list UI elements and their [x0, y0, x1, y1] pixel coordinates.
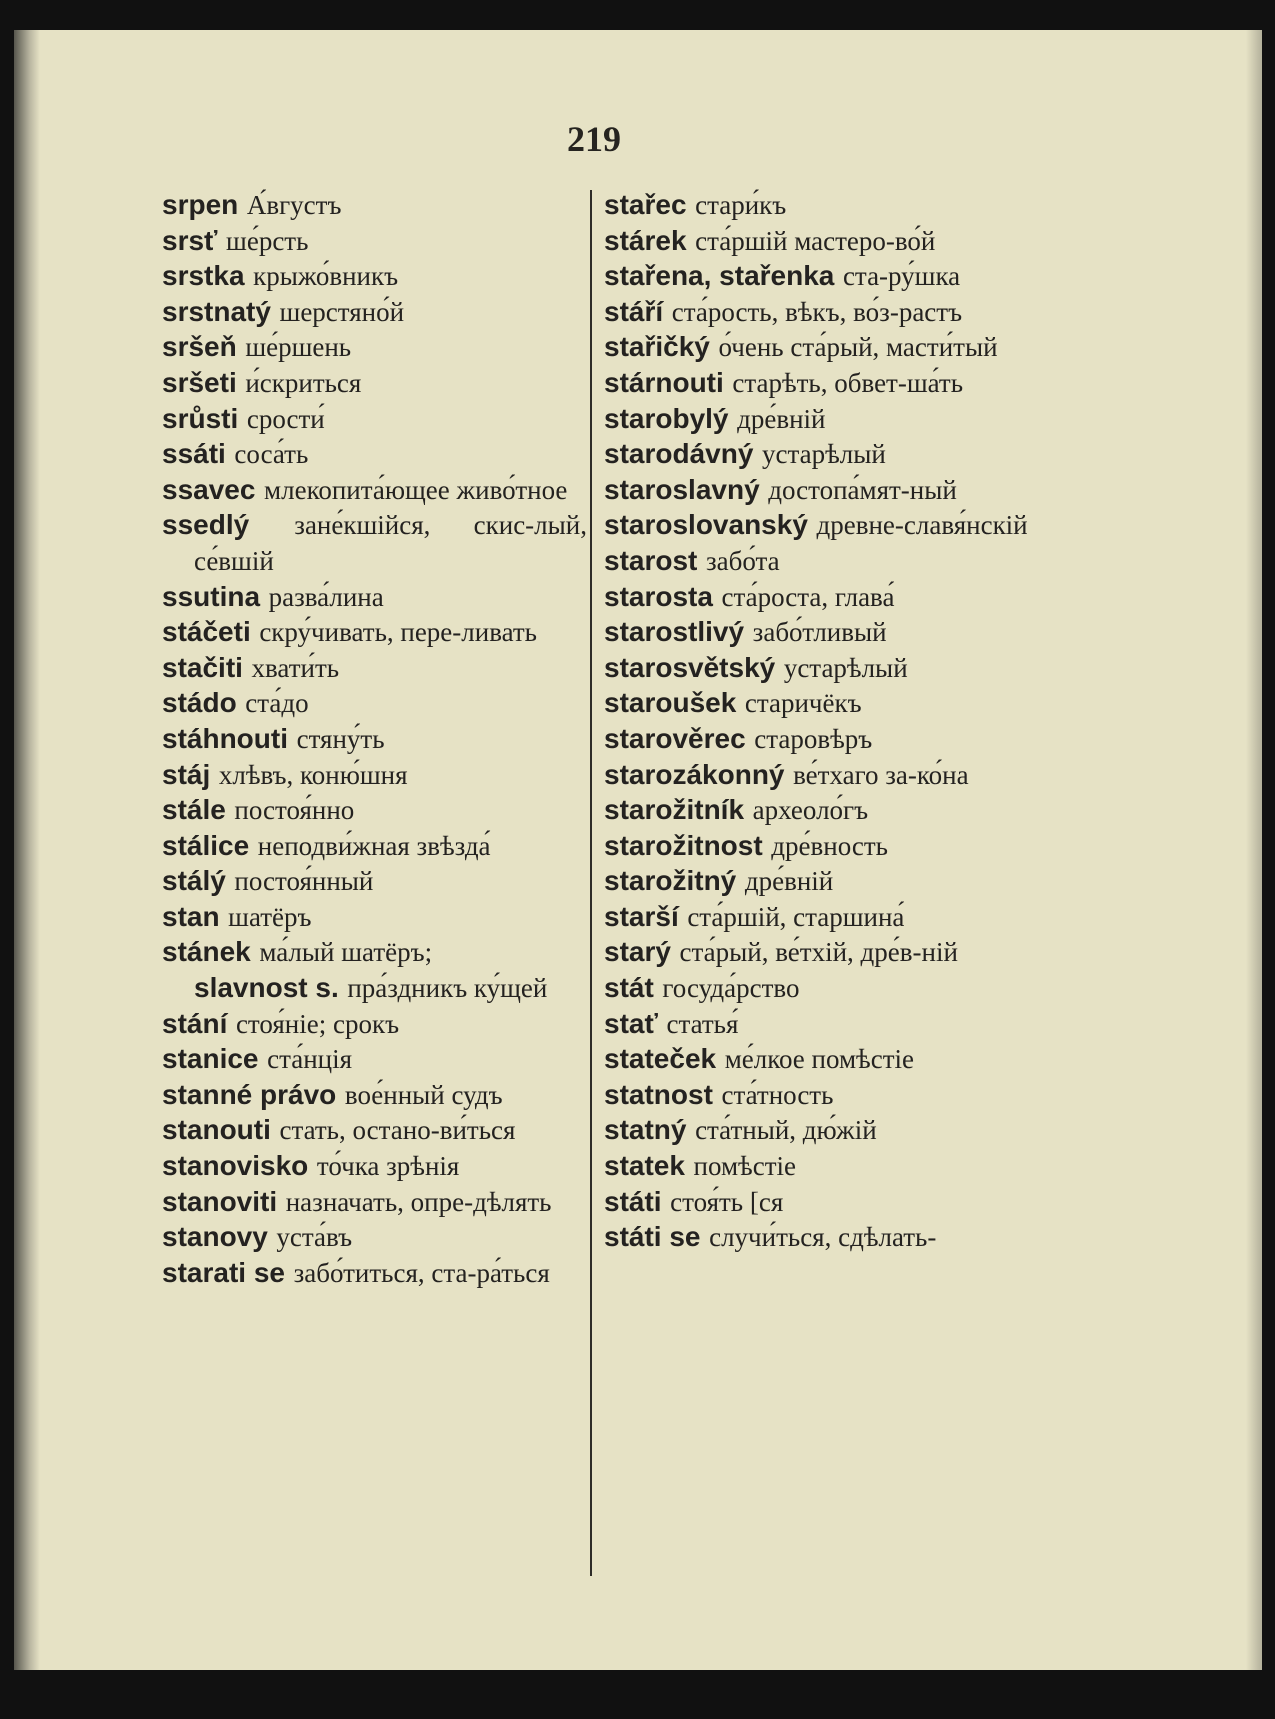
- translation: млекопита́ющее живо́тное: [264, 474, 568, 505]
- translation: ста́ршій, старшина́: [687, 901, 905, 932]
- dictionary-entry: [162, 330, 587, 366]
- headword: staroslovanský: [604, 509, 808, 541]
- headword: staroslavný: [604, 473, 760, 505]
- translation: статья́: [666, 1008, 739, 1039]
- headword: stařena, stařenka: [604, 260, 835, 292]
- translation: ста-ру́шка: [842, 261, 961, 292]
- dictionary-entry: [162, 900, 587, 936]
- dictionary-subentry: [162, 971, 587, 1007]
- dictionary-entry: [162, 1007, 587, 1043]
- dictionary-entry: [162, 615, 587, 651]
- headword: statný: [604, 1114, 687, 1146]
- dictionary-entry: [162, 580, 587, 616]
- translation: хлѣвъ, коню́шня: [218, 759, 408, 790]
- translation: случи́ться, сдѣлать-: [709, 1222, 937, 1253]
- headword: srstka: [162, 260, 245, 292]
- dictionary-entry: [604, 1042, 1036, 1078]
- dictionary-entry: [604, 722, 1036, 758]
- dictionary-entry: [162, 722, 587, 758]
- headword: statek: [604, 1150, 685, 1182]
- headword: stanovy: [162, 1221, 268, 1253]
- dictionary-entry: [162, 402, 587, 438]
- dictionary-entry: [604, 473, 1036, 509]
- dictionary-entry: [162, 651, 587, 687]
- translation: и́скриться: [245, 367, 362, 398]
- dictionary-entry: [604, 1078, 1036, 1114]
- headword: stáří: [604, 295, 664, 327]
- dictionary-entry: [604, 864, 1036, 900]
- headword: stálý: [162, 865, 226, 897]
- dictionary-entry: [604, 402, 1036, 438]
- translation: ста́рый, ве́тхій, дре́в-ній: [679, 937, 958, 968]
- headword: stanice: [162, 1043, 259, 1075]
- headword: srpen: [162, 189, 239, 220]
- translation: дре́вній: [744, 866, 834, 897]
- dictionary-entry: [604, 544, 1036, 580]
- translation: срости́: [246, 403, 325, 434]
- headword: ssedlý: [162, 509, 250, 541]
- headword: slavnost s.: [194, 972, 339, 1004]
- translation: устарѣлый: [783, 652, 908, 683]
- headword: stáj: [162, 758, 211, 790]
- dictionary-entry: [162, 686, 587, 722]
- headword: stáhnouti: [162, 722, 288, 754]
- dictionary-entry: [162, 473, 587, 509]
- dictionary-entry: [162, 295, 587, 331]
- translation: ста́тность: [721, 1079, 834, 1110]
- dictionary-entry: [162, 758, 587, 794]
- translation: забо́та: [705, 545, 780, 576]
- translation: ста́до: [245, 688, 309, 719]
- translation: забо́титься, ста-ра́ться: [293, 1257, 550, 1288]
- headword: starostlivý: [604, 616, 745, 648]
- headword: srsť: [162, 224, 218, 256]
- translation: шатёръ: [228, 901, 312, 932]
- headword: stádo: [162, 687, 237, 719]
- headword: stačiti: [162, 651, 243, 683]
- translation: ста́роста, глава́: [721, 581, 895, 612]
- headword: stateček: [604, 1043, 717, 1075]
- headword: sršeň: [162, 331, 237, 363]
- headword: stanouti: [162, 1114, 271, 1146]
- translation: неподви́жная звѣзда́: [257, 830, 491, 861]
- translation: ста́нція: [267, 1044, 353, 1075]
- translation: ве́тхаго за-ко́на: [793, 759, 969, 790]
- headword: stařičký: [604, 331, 710, 363]
- translation: то́чка зрѣнія: [316, 1151, 460, 1182]
- dictionary-entry: [162, 224, 587, 260]
- translation: А́вгустъ: [246, 190, 342, 220]
- headword: stále: [162, 794, 226, 826]
- dictionary-entry: [162, 1256, 587, 1292]
- headword: stárnouti: [604, 366, 724, 398]
- translation: устарѣлый: [762, 439, 886, 470]
- translation: шерстяно́й: [279, 296, 405, 327]
- translation: крыжо́вникъ: [253, 261, 399, 292]
- translation: ме́лкое помѣстіе: [724, 1044, 914, 1075]
- right-column: [604, 188, 1036, 1256]
- dictionary-entry: [604, 508, 1036, 544]
- headword: starodávný: [604, 438, 754, 470]
- dictionary-entry: [162, 935, 587, 971]
- dictionary-entry: [604, 935, 1036, 971]
- dictionary-page: [14, 30, 1262, 1670]
- headword: stáčeti: [162, 616, 251, 648]
- headword: státi: [604, 1185, 662, 1217]
- headword: ssutina: [162, 580, 261, 612]
- dictionary-entry: [162, 793, 587, 829]
- headword: starost: [604, 544, 698, 576]
- headword: sršeti: [162, 366, 237, 398]
- dictionary-entry: [604, 829, 1036, 865]
- translation: стоя́ніе; срокъ: [235, 1008, 400, 1039]
- dictionary-entry: [604, 758, 1036, 794]
- left-column: [162, 188, 587, 1291]
- headword: stařec: [604, 189, 687, 220]
- dictionary-entry: [604, 1185, 1036, 1221]
- translation: пра́здникъ ку́щей: [347, 973, 548, 1004]
- headword: starší: [604, 900, 679, 932]
- translation: старовѣръ: [754, 723, 873, 754]
- headword: starati se: [162, 1256, 285, 1288]
- headword: statnost: [604, 1078, 713, 1110]
- headword: staroušek: [604, 687, 737, 719]
- page-number: 219: [567, 119, 621, 159]
- headword: stárek: [604, 224, 687, 256]
- dictionary-entry: [604, 793, 1036, 829]
- headword: srstnatý: [162, 295, 271, 327]
- translation: зане́кшійся, скис-лый, се́вшій: [194, 510, 587, 576]
- headword: starověrec: [604, 722, 746, 754]
- dictionary-entry: [162, 1113, 587, 1149]
- translation: госуда́рство: [662, 973, 800, 1004]
- translation: ма́лый шатёръ;: [259, 937, 433, 968]
- dictionary-entry: [162, 1185, 587, 1221]
- translation: ше́рсть: [226, 225, 309, 256]
- translation: забо́тливый: [752, 617, 887, 648]
- dictionary-entry: [604, 580, 1036, 616]
- translation: назначать, опре-дѣлять: [285, 1186, 552, 1217]
- dictionary-entry: [604, 330, 1036, 366]
- headword: ssáti: [162, 438, 226, 470]
- translation: ше́ршень: [245, 332, 352, 363]
- translation: стари́къ: [695, 190, 787, 220]
- headword: starožitný: [604, 865, 737, 897]
- translation: соса́ть: [234, 439, 309, 470]
- headword: stálice: [162, 829, 250, 861]
- dictionary-entry: [162, 508, 587, 579]
- translation: стяну́ть: [296, 723, 385, 754]
- translation: хвати́ть: [251, 652, 340, 683]
- translation: ста́ршій мастеро-во́й: [695, 225, 936, 256]
- translation: о́чень ста́рый, масти́тый: [718, 332, 998, 363]
- headword: starožitník: [604, 794, 745, 826]
- headword: starožitnost: [604, 829, 763, 861]
- translation: археоло́гъ: [752, 795, 869, 826]
- dictionary-entry: [604, 366, 1036, 402]
- dictionary-entry: [604, 900, 1036, 936]
- headword: stát: [604, 972, 654, 1004]
- headword: stanoviti: [162, 1185, 278, 1217]
- translation: ста́рость, вѣкъ, во́з-растъ: [671, 296, 963, 327]
- headword: starobylý: [604, 402, 729, 434]
- dictionary-entry: [162, 1220, 587, 1256]
- translation: помѣстіе: [693, 1151, 796, 1182]
- dictionary-entry: [162, 1042, 587, 1078]
- dictionary-entry: [162, 259, 587, 295]
- dictionary-entry: [604, 295, 1036, 331]
- translation: уста́въ: [276, 1222, 353, 1253]
- dictionary-entry: [162, 1149, 587, 1185]
- dictionary-entry: [604, 686, 1036, 722]
- dictionary-entry: [604, 971, 1036, 1007]
- translation: ста́тный, дю́жій: [695, 1115, 877, 1146]
- translation: постоя́нный: [234, 866, 374, 897]
- headword: starý: [604, 936, 671, 968]
- headword: starosvětský: [604, 651, 776, 683]
- dictionary-entry: [604, 1007, 1036, 1043]
- translation: дре́вній: [737, 403, 826, 434]
- page-edge-shadow: [1246, 30, 1262, 1670]
- headword: stať: [604, 1007, 658, 1039]
- headword: stanné právo: [162, 1078, 337, 1110]
- dictionary-entry: [162, 188, 587, 224]
- translation: достопа́мят-ный: [768, 474, 957, 505]
- headword: srůsti: [162, 402, 239, 434]
- column-divider: [590, 190, 592, 1576]
- dictionary-entry: [604, 437, 1036, 473]
- dictionary-entry: [604, 224, 1036, 260]
- headword: stan: [162, 900, 220, 932]
- translation: скру́чивать, пере-ливать: [259, 617, 537, 648]
- dictionary-entry: [604, 188, 1036, 224]
- dictionary-entry: [162, 437, 587, 473]
- dictionary-entry: [162, 1078, 587, 1114]
- dictionary-entry: [604, 1113, 1036, 1149]
- dictionary-entry: [604, 1220, 1036, 1256]
- dictionary-entry: [604, 651, 1036, 687]
- headword: státi se: [604, 1221, 701, 1253]
- translation: вое́нный судъ: [344, 1079, 503, 1110]
- translation: дре́вность: [771, 830, 888, 861]
- translation: старѣть, обвет-ша́ть: [732, 367, 964, 398]
- dictionary-entry: [604, 615, 1036, 651]
- headword: stánek: [162, 936, 251, 968]
- translation: разва́лина: [268, 581, 384, 612]
- translation: стоя́ть [ся: [670, 1186, 784, 1217]
- translation: древне-славя́нскій: [816, 510, 1028, 541]
- page-spine-shadow: [14, 30, 40, 1670]
- translation: стать, остано-ви́ться: [279, 1115, 516, 1146]
- headword: stání: [162, 1007, 228, 1039]
- dictionary-entry: [604, 259, 1036, 295]
- dictionary-entry: [162, 864, 587, 900]
- dictionary-entry: [162, 366, 587, 402]
- headword: stanovisko: [162, 1150, 309, 1182]
- headword: ssavec: [162, 473, 256, 505]
- headword: starozákonný: [604, 758, 785, 790]
- translation: старичёкъ: [744, 688, 862, 719]
- dictionary-entry: [604, 1149, 1036, 1185]
- translation: постоя́нно: [234, 795, 355, 826]
- dictionary-entry: [162, 829, 587, 865]
- headword: starosta: [604, 580, 713, 612]
